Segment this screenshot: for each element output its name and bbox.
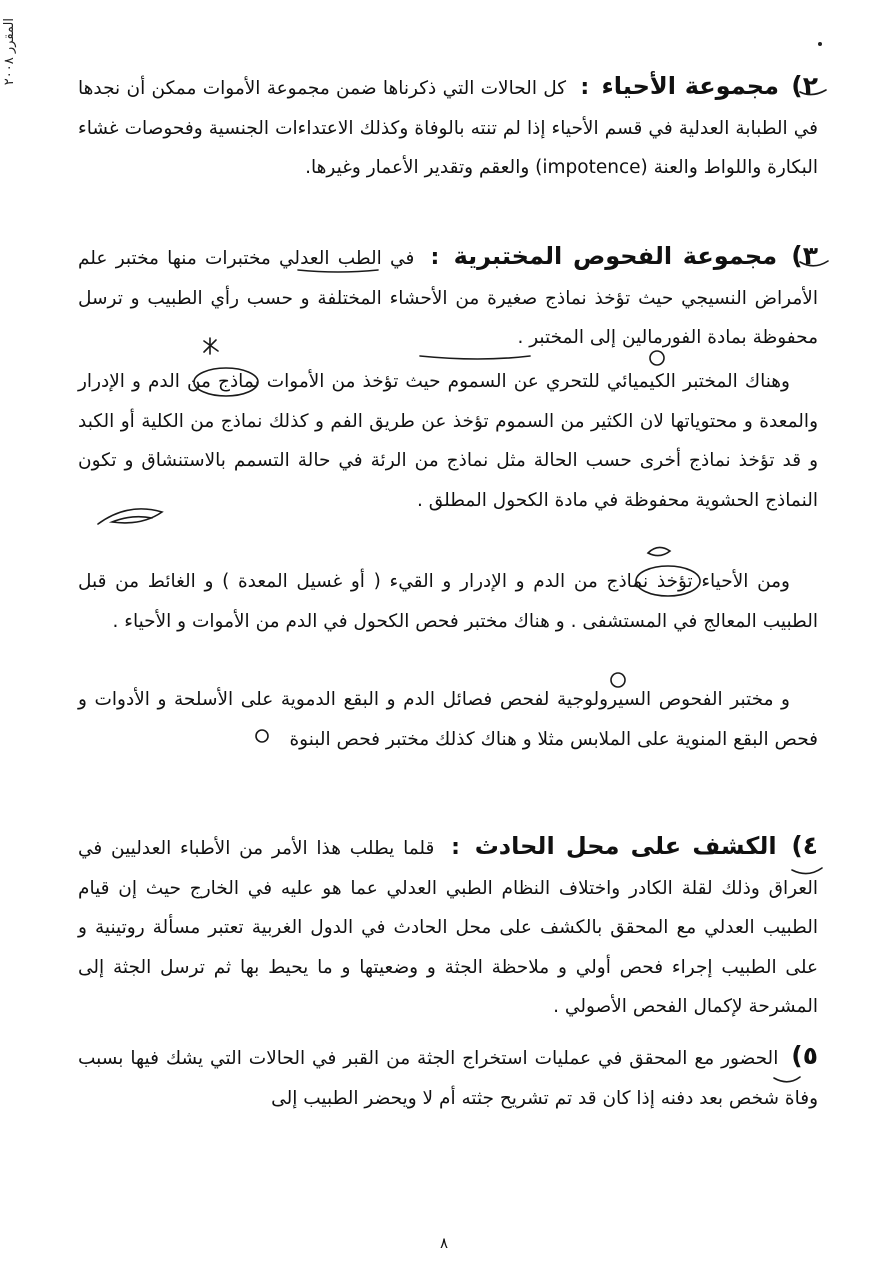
section-2-number: ٢) [791, 71, 818, 100]
section-5-body: الحضور مع المحقق في عمليات استخراج الجثة من القبر في الحالات التي يشك فيها بسبب وفاة شخص بعد دفنه إذا كان قد تم تشريح جثته أم لا ويحضر الطبيب إلى [78, 1048, 818, 1109]
section-2-colon: : [580, 75, 590, 100]
margin-note: المقرر ٢٠٠٨ [2, 18, 17, 86]
chemical-lab-paragraph: وهناك المختبر الكيميائي للتحري عن السموم حيث تؤخذ من الأموات نماذج من الدم و الإدرار والمعدة و محتوياتها لان الكثير من السموم تؤخذ عن طريق الفم و كذلك نماذج من الكلية أو الكبد و قد تؤخذ نماذج أخرى حسب الحالة مثل نماذج من الرئة في حالة التسمم بالاستنشاق و تكون النماذج الحشوية محفوظة في مادة الكحول المطلق . [78, 371, 818, 511]
section-4-colon: : [451, 835, 460, 860]
stray-dot [818, 42, 822, 46]
star-mark-2 [648, 547, 670, 555]
section-2 [78, 66, 818, 188]
section-3-colon: : [430, 245, 440, 270]
page-number: ٨ [439, 1234, 449, 1252]
section-5-number: ٥) [791, 1041, 818, 1070]
section-3-body: في الطب العدلي مختبرات منها مختبر علم الأمراض النسيجي حيث تؤخذ نماذج صغيرة من الأحشاء المختلفة و حسب رأي الطبيب و ترسل محفوظة بمادة الفورمالين إلى المختبر . [78, 248, 818, 348]
section-2-heading: مجموعة الأحياء [601, 72, 779, 100]
section-3-number: ٣) [791, 241, 818, 270]
section-2-body: كل الحالات التي ذكرناها ضمن مجموعة الأموات ممكن أن نجدها في الطبابة العدلية في قسم الأحياء إذا لم تنته بالوفاة وكذلك الاعتداءات الجنسية وفحوصات غشاء البكارة واللواط والعنة (impotence) والعقم وتقدير الأعمار وغيرها. [78, 78, 818, 178]
living-samples-paragraph: ومن الأحياء تؤخذ نماذج من الدم و الإدرار و القيء ( أو غسيل المعدة ) و الغائط من قبل الطبيب المعالج في المستشفى . و هناك مختبر فحص الكحول في الدم من الأموات و الأحياء . [78, 571, 818, 632]
section-4-body: قلما يطلب هذا الأمر من الأطباء العدليين في العراق وذلك لقلة الكادر واختلاف النظام الطبي العدلي عما هو عليه في الخارج حيث إن قيام الطبيب العدلي مع المحقق بالكشف على محل الحادث في الدول الغربية تعتبر مسألة روتينية و على الطبيب إجراء فحص أولي و ملاحظة الجثة و وضعيتها و ما يحيط بها ثم ترسل الجثة إلى المشرحة لإكمال الفحص الأصولي . [78, 838, 818, 1017]
serology-lab-paragraph: و مختبر الفحوص السيرولوجية لفحص فصائل الدم و البقع الدموية على الأسلحة و الأدوات و فحص البقع المنوية على الملابس مثلا و هناك كذلك مختبر فحص البنوة [78, 689, 818, 750]
section-5 [78, 1036, 818, 1118]
section-4-number: ٤) [791, 831, 819, 860]
section-3 [78, 236, 818, 358]
section-3-heading: مجموعة الفحوص المختبرية [453, 242, 778, 270]
section-4-heading: الكشف على محل الحادث [474, 832, 777, 860]
section-4 [78, 826, 818, 1027]
